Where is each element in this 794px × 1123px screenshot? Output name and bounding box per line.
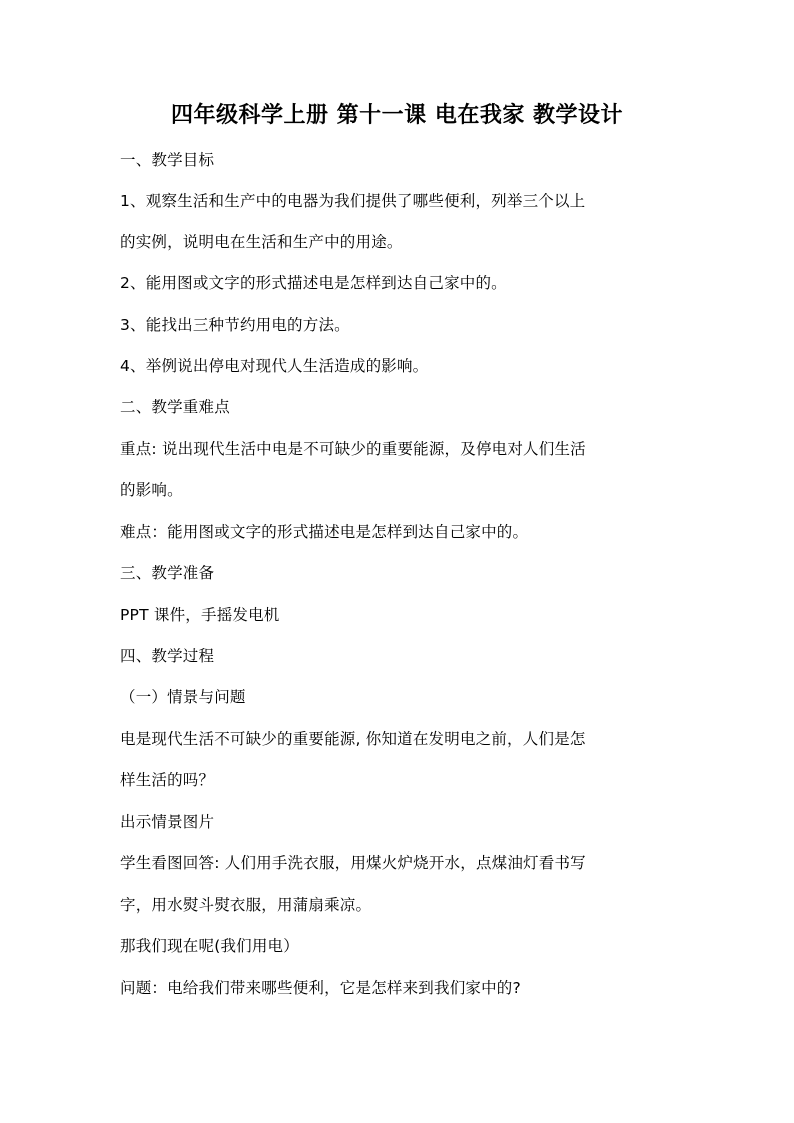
section-heading-preparation: 三、教学准备 (120, 564, 215, 582)
paragraph-line: 样生活的吗？ (120, 771, 215, 789)
paragraph-line: 的影响。 (120, 481, 183, 499)
subsection-heading: （一）情景与问题 (120, 688, 246, 706)
paragraph-line: 的实例，说明电在生活和生产中的用途。 (120, 233, 403, 251)
paragraph-line: 难点：能用图或文字的形式描述电是怎样到达自己家中的。 (120, 523, 529, 541)
paragraph-line: 学生看图回答: 人们用手洗衣服，用煤火炉烧开水，点煤油灯看书写 (120, 854, 586, 872)
paragraph-line: PPT 课件，手摇发电机 (120, 606, 280, 624)
paragraph-line: 4、举例说出停电对现代人生活造成的影响。 (120, 357, 429, 375)
paragraph-line: 2、能用图或文字的形式描述电是怎样到达自己家中的。 (120, 274, 507, 292)
paragraph-line: 重点: 说出现代生活中电是不可缺少的重要能源，及停电对人们生活 (120, 440, 586, 458)
paragraph-line: 字，用水熨斗熨衣服，用蒲扇乘凉。 (120, 896, 372, 914)
section-heading-process: 四、教学过程 (120, 647, 215, 665)
paragraph-line: 那我们现在呢(我们用电） (120, 937, 299, 955)
document-title: 四年级科学上册 第十一课 电在我家 教学设计 (171, 103, 623, 128)
paragraph-line: 1、观察生活和生产中的电器为我们提供了哪些便利，列举三个以上 (120, 192, 586, 210)
paragraph-line: 出示情景图片 (120, 813, 215, 831)
section-heading-objectives: 一、教学目标 (120, 151, 215, 169)
paragraph-line: 3、能找出三种节约用电的方法。 (120, 316, 350, 334)
paragraph-line: 问题：电给我们带来哪些便利，它是怎样来到我们家中的? (120, 979, 521, 997)
paragraph-line: 电是现代生活不可缺少的重要能源, 你知道在发明电之前，人们是怎 (120, 730, 586, 748)
section-heading-key-points: 二、教学重难点 (120, 398, 230, 416)
